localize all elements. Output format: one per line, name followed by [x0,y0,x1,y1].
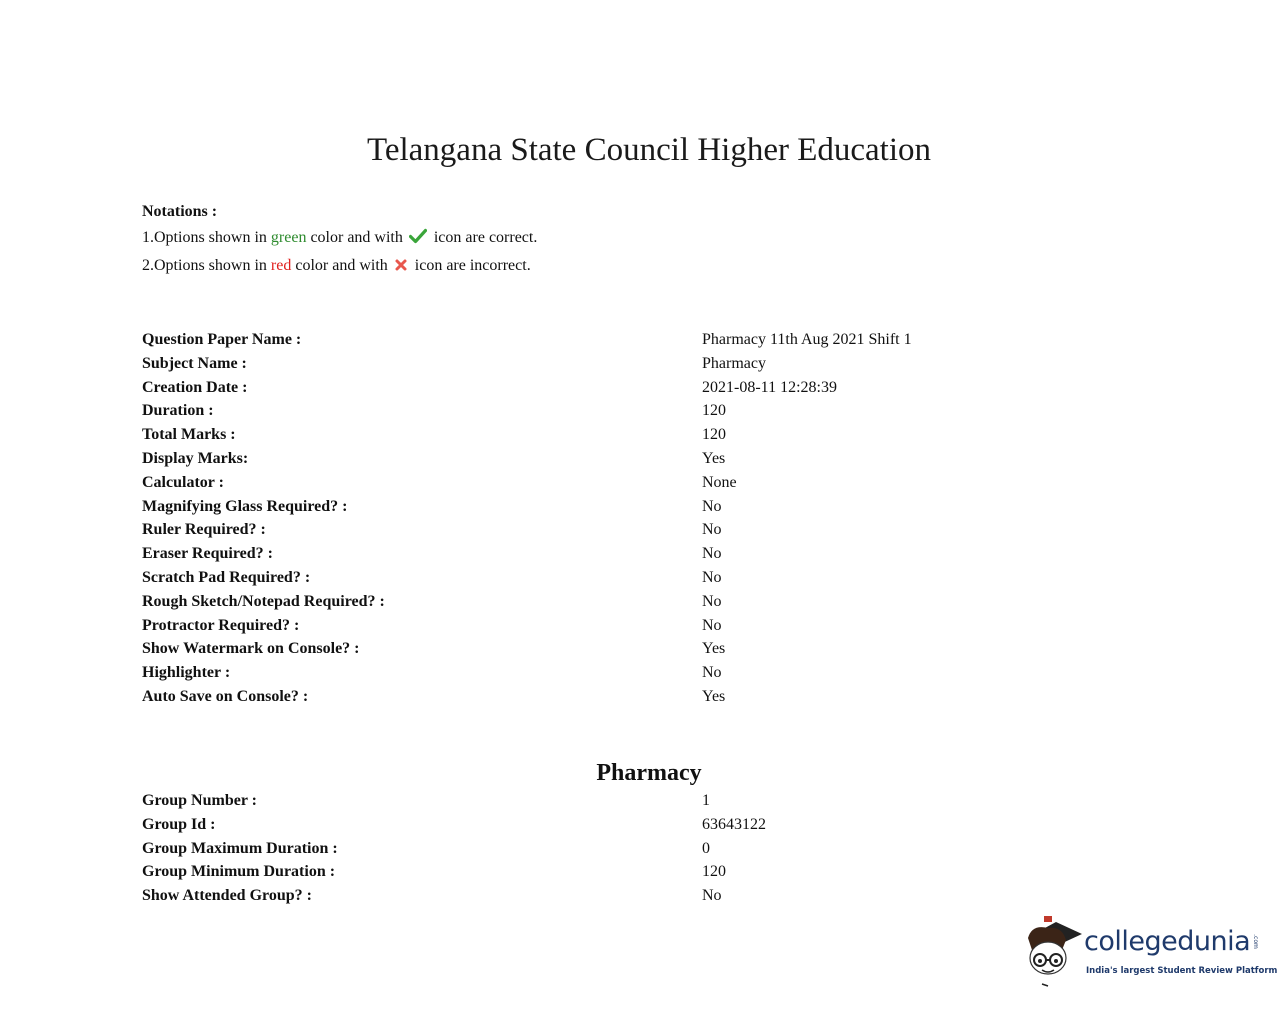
group-value: 63643122 [702,815,766,833]
detail-value: No [702,616,722,634]
detail-value: Yes [702,640,726,658]
brand-domain-suffix: .com [1251,934,1259,949]
detail-row [142,399,1042,423]
detail-row [142,328,1042,352]
detail-row [142,518,1042,542]
group-label: Group Number : [142,792,257,809]
detail-value: No [702,545,722,563]
notations-block [142,199,537,281]
notation-correct [142,225,537,253]
notations-heading: Notations : [142,203,218,220]
detail-label: Rough Sketch/Notepad Required? : [142,592,385,610]
detail-label: Subject Name : [142,354,247,372]
detail-value: No [702,497,722,515]
detail-row [142,423,1042,447]
group-label: Group Id : [142,815,216,833]
detail-value: Yes [702,687,726,705]
detail-label: Highlighter : [142,664,231,682]
detail-row [142,471,1042,495]
detail-value: 2021-08-11 12:28:39 [702,378,837,396]
detail-row [142,352,1042,376]
brand-name: collegedunia [1084,926,1251,957]
paper-details-table [142,328,1042,709]
green-word: green [270,229,307,246]
detail-row [142,376,1042,400]
page-title: Telangana State Council Higher Education [366,132,931,168]
group-row [142,789,1042,813]
detail-row [142,590,1042,614]
section-title: Pharmacy [596,760,702,786]
notation-incorrect-suffix: icon are incorrect. [410,257,531,274]
group-row [142,837,1042,861]
detail-value: 120 [702,426,726,444]
cross-icon [394,255,408,281]
detail-row [142,685,1042,709]
detail-label: Scratch Pad Required? : [142,568,311,586]
group-row [142,813,1042,837]
group-value: 120 [702,863,726,881]
group-value: 1 [702,792,710,809]
detail-label: Show Watermark on Console? : [142,640,360,658]
detail-label: Eraser Required? : [142,545,273,563]
group-value: No [702,887,722,905]
detail-value: 120 [702,402,726,420]
notation-correct-middle: color and with [306,229,407,246]
detail-value: Pharmacy [702,354,766,372]
detail-value: None [702,473,737,491]
group-label: Show Attended Group? : [142,887,312,905]
detail-label: Protractor Required? : [142,616,300,634]
detail-label: Duration : [142,402,214,420]
detail-row [142,614,1042,638]
notation-incorrect-middle: color and with [291,257,392,274]
notation-correct-prefix: 1.Options shown in [142,229,271,246]
detail-label: Creation Date : [142,378,248,396]
group-label: Group Minimum Duration : [142,863,336,881]
detail-value: No [702,592,722,610]
detail-label: Display Marks: [142,449,249,467]
detail-row [142,447,1042,471]
group-details-table [142,789,1042,908]
brand-tagline: India's largest Student Review Platform [1086,966,1278,976]
notation-correct-suffix: icon are correct. [429,229,538,246]
group-row [142,860,1042,884]
check-icon [409,227,427,253]
detail-label: Total Marks : [142,426,236,444]
group-value: 0 [702,839,710,857]
detail-label: Calculator : [142,473,224,491]
collegedunia-watermark [1022,916,1278,992]
detail-value: Yes [702,449,726,467]
detail-label: Magnifying Glass Required? : [142,497,348,515]
detail-row [142,542,1042,566]
detail-label: Question Paper Name : [142,331,302,348]
detail-value: Pharmacy 11th Aug 2021 Shift 1 [702,331,912,348]
detail-row [142,637,1042,661]
notation-incorrect [142,253,537,281]
detail-label: Auto Save on Console? : [142,687,309,705]
detail-label: Ruler Required? : [142,521,266,539]
group-row [142,884,1042,908]
detail-row [142,566,1042,590]
detail-row [142,661,1042,685]
detail-value: No [702,568,722,586]
group-label: Group Maximum Duration : [142,839,338,857]
detail-row [142,495,1042,519]
mascot-icon [1022,916,1084,988]
detail-value: No [702,521,722,539]
notation-incorrect-prefix: 2.Options shown in [142,257,271,274]
red-word: red [270,257,292,274]
detail-value: No [702,664,722,682]
